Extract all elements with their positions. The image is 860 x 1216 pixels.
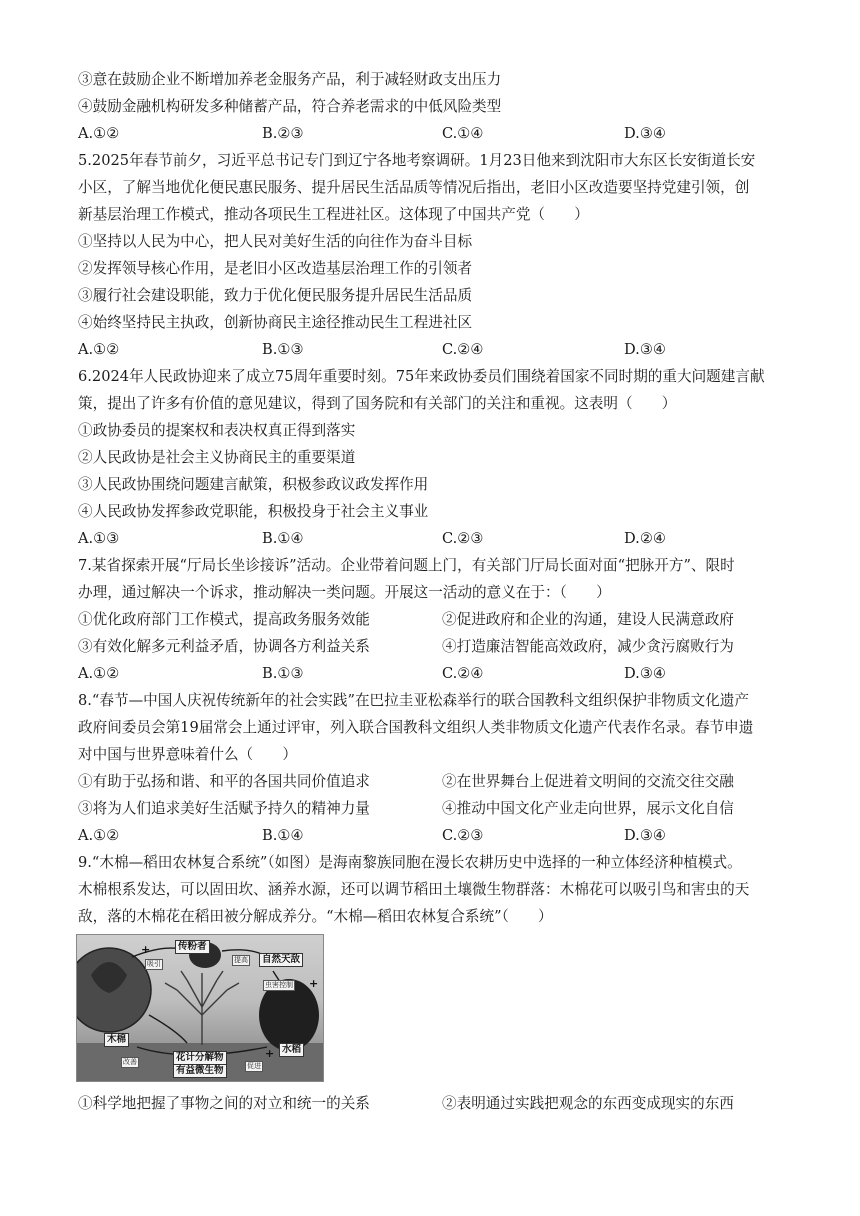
label-rice: 水稻	[279, 1043, 304, 1057]
q8-item-3: ③将为人们追求美好生活赋予持久的精神力量	[78, 800, 370, 817]
q5-option-c[interactable]: C.②④	[442, 341, 484, 358]
q9-item-1: ①科学地把握了事物之间的对立和统一的关系	[78, 1095, 370, 1112]
q5-item-3: ③履行社会建设职能，致力于优化便民服务提升居民生活品质	[78, 287, 473, 304]
q6-option-a[interactable]: A.①③	[78, 530, 120, 547]
q7-item-4: ④打造廉洁智能高效政府，减少贪污腐败行为	[442, 638, 734, 655]
q7-option-c[interactable]: C.②④	[442, 665, 484, 682]
q4-option-d[interactable]: D.③④	[624, 125, 666, 142]
label-natural-enemy: 自然天敌	[259, 953, 303, 967]
q6-item-1: ①政协委员的提案权和表决权真正得到落实	[78, 422, 356, 439]
q4-option-a[interactable]: A.①②	[78, 125, 120, 142]
q9-item-2: ②表明通过实践把观念的东西变成现实的东西	[442, 1095, 734, 1112]
q8-stem-line: 8.“春节—中国人庆祝传统新年的社会实践”在巴拉圭亚松森举行的联合国教科文组织保护非物质文化遗产	[78, 692, 749, 709]
q6-option-d[interactable]: D.②④	[624, 530, 666, 547]
plus-sign: +	[265, 1047, 275, 1060]
q6-item-3: ③人民政协围绕问题建言献策，积极参政议政发挥作用	[78, 476, 429, 493]
q9-stem-line: 9.“木棉—稻田农林复合系统”（如图）是海南黎族同胞在漫长农耕历史中选择的一种立体经济种植模式。	[78, 854, 742, 871]
label-attract: 吸引	[147, 960, 161, 968]
q7-item-1: ①优化政府部门工作模式，提高政务服务效能	[78, 611, 370, 628]
q5-item-2: ②发挥领导核心作用，是老旧小区改造基层治理工作的引领者	[78, 260, 473, 277]
q8-option-b[interactable]: B.①④	[262, 827, 304, 844]
q6-stem-line: 6.2024年人民政协迎来了成立75周年重要时刻。75年来政协委员们围绕着国家不同时期的重大问题建言献	[78, 368, 765, 385]
q8-stem-line: 政府间委员会第19届常会上通过评审，列入联合国教科文组织人类非物质文化遗产代表作名录。春节申遗	[78, 719, 754, 736]
q4-option-b[interactable]: B.②③	[262, 125, 304, 142]
q8-option-d[interactable]: D.③④	[624, 827, 666, 844]
label-kapok: 木棉	[104, 1033, 129, 1047]
kapok-rice-diagram	[76, 934, 324, 1082]
q8-option-c[interactable]: C.②③	[442, 827, 484, 844]
q5-stem-line: 5.2025年春节前夕，习近平总书记专门到辽宁各地考察调研。1月23日他来到沈阳市大东区长安街道长安	[78, 152, 756, 169]
q5-option-d[interactable]: D.③④	[624, 341, 666, 358]
q6-item-4: ④人民政协发挥参政党职能，积极投身于社会主义事业	[78, 503, 429, 520]
q4-option-c[interactable]: C.①④	[442, 125, 484, 142]
plus-sign: +	[141, 943, 151, 956]
plus-sign: +	[309, 977, 319, 990]
q5-stem-line: 小区，了解当地优化便民惠民服务、提升居民生活品质等情况后指出，老旧小区改造要坚持党建引领，创	[78, 179, 750, 196]
q6-item-2: ②人民政协是社会主义协商民主的重要渠道	[78, 449, 356, 466]
q6-option-c[interactable]: C.②③	[442, 530, 484, 547]
label-microbe: 有益微生物	[173, 1064, 227, 1078]
q5-option-a[interactable]: A.①②	[78, 341, 120, 358]
q8-stem-line: 对中国与世界意味着什么（ ）	[78, 746, 297, 763]
q5-item-1: ①坚持以人民为中心，把人民对美好生活的向往作为奋斗目标	[78, 233, 473, 250]
q7-option-b[interactable]: B.①③	[262, 665, 304, 682]
q5-stem-line: 新基层治理工作模式，推动各项民生工程进社区。这体现了中国共产党（ ）	[78, 206, 589, 223]
q7-stem-line: 办理，通过解决一个诉求，推动解决一类问题。开展这一活动的意义在于：（ ）	[78, 584, 611, 601]
q7-option-d[interactable]: D.③④	[624, 665, 666, 682]
q7-item-3: ③有效化解多元利益矛盾，协调各方利益关系	[78, 638, 370, 655]
q7-item-2: ②促进政府和企业的沟通，建设人民满意政府	[442, 611, 734, 628]
q6-stem-line: 策，提出了许多有价值的意见建议，得到了国务院和有关部门的关注和重视。这表明（ ）	[78, 395, 677, 412]
q8-option-a[interactable]: A.①②	[78, 827, 120, 844]
q8-item-4: ④推动中国文化产业走向世界，展示文化自信	[442, 800, 734, 817]
q5-item-4: ④始终坚持民主执政，创新协商民主途径推动民生工程进社区	[78, 314, 473, 331]
q9-stem-line: 木棉根系发达，可以固田坎、涵养水源，还可以调节稻田土壤微生物群落：木棉花可以吸引鸟和害虫的天	[78, 881, 750, 898]
q5-option-b[interactable]: B.①③	[262, 341, 304, 358]
label-decomposer: 花计分解物	[173, 1051, 227, 1065]
label-pollinator: 传粉者	[175, 940, 210, 954]
q8-item-1: ①有助于弘扬和谐、和平的各国共同价值追求	[78, 773, 370, 790]
label-promote: 促进	[247, 1062, 261, 1070]
label-pest-control: 虫害控制	[265, 981, 293, 989]
q9-stem-line: 敌，落的木棉花在稻田被分解成养分。“木棉—稻田农林复合系统”（ ）	[78, 908, 553, 925]
label-improve-2: 改善	[123, 1058, 137, 1066]
q7-option-a[interactable]: A.①②	[78, 665, 120, 682]
label-improve: 提高	[234, 956, 248, 964]
central-tree	[165, 971, 239, 1045]
q8-item-2: ②在世界舞台上促进着文明间的交流交往交融	[442, 773, 734, 790]
q7-stem-line: 7.某省探索开展“厅局长坐诊接诉”活动。企业带着问题上门，有关部门厅局长面对面“把脉开方”、限时	[78, 557, 735, 574]
q4-item-3: ③意在鼓励企业不断增加养老金服务产品，利于减轻财政支出压力	[78, 71, 502, 88]
q6-option-b[interactable]: B.①④	[262, 530, 304, 547]
q4-item-4: ④鼓励金融机构研发多种储蓄产品，符合养老需求的中低风险类型	[78, 98, 502, 115]
